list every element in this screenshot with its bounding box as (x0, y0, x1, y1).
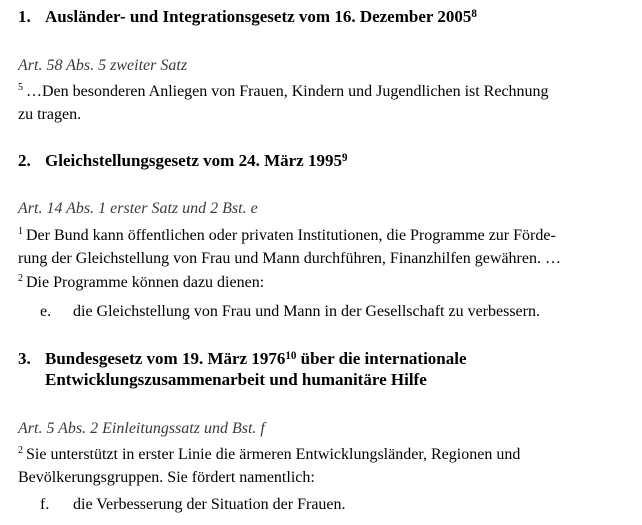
list-item-letter: e. (40, 303, 52, 320)
paragraph-number: 5 (18, 82, 23, 93)
footnote-marker: 8 (471, 8, 477, 21)
paragraph (18, 225, 630, 269)
section-heading-2 (18, 150, 348, 171)
paragraph-line: Der Bund kann öffentlichen oder privaten Institutionen, die Programme zur Förde- (26, 227, 556, 244)
paragraph-number: 2 (18, 273, 23, 284)
section-title: Bundesgesetz vom 19. März 1976 (45, 349, 286, 368)
section-number: 2. (18, 151, 31, 170)
section-title: Ausländer- und Integrationsgesetz vom 16. Dezember 2005 (45, 7, 472, 26)
footnote-marker: 10 (285, 350, 297, 363)
article-reference: Art. 14 Abs. 1 erster Satz und 2 Bst. e (18, 200, 258, 217)
paragraph-line: …Den besonderen Anliegen von Frauen, Kindern und Jugendlichen ist Rechnung (26, 83, 549, 100)
list-item (40, 301, 540, 322)
list-item-letter: f. (40, 496, 50, 513)
paragraph (18, 444, 630, 488)
article-reference: Art. 58 Abs. 5 zweiter Satz (18, 57, 188, 74)
paragraph-number: 2 (18, 445, 23, 456)
section-title: Gleichstellungsgesetz vom 24. März 1995 (45, 151, 342, 170)
paragraph-line: Sie unterstützt in erster Linie die ärmeren Entwicklungsländer, Regionen und (26, 446, 521, 463)
footnote-marker: 9 (341, 152, 348, 165)
paragraph-line: zu tragen. (18, 106, 82, 123)
section-title-line-2: Entwicklungszusammenarbeit und humanitäre Hilfe (45, 370, 427, 389)
paragraph-line: Bevölkerungsgruppen. Sie fördert namentlich: (18, 469, 315, 486)
paragraph-number: 1 (18, 226, 23, 237)
section-number: 3. (18, 349, 31, 368)
section-heading-1 (18, 6, 477, 27)
section-title-continued: über die internationale (296, 349, 467, 368)
paragraph-line: Die Programme können dazu dienen: (26, 274, 265, 291)
list-item-text: die Verbesserung der Situation der Frauen. (73, 496, 346, 513)
section-number: 1. (18, 7, 31, 26)
paragraph-line: rung der Gleichstellung von Frau und Mann durchführen, Finanzhilfen gewähren. … (18, 250, 561, 267)
list-item-text: die Gleichstellung von Frau und Mann in der Gesellschaft zu verbessern. (73, 303, 540, 320)
section-heading-3 (18, 348, 467, 390)
list-item (40, 494, 346, 515)
paragraph (18, 81, 630, 125)
paragraph (18, 272, 630, 295)
article-reference: Art. 5 Abs. 2 Einleitungssatz und Bst. f (18, 420, 265, 437)
